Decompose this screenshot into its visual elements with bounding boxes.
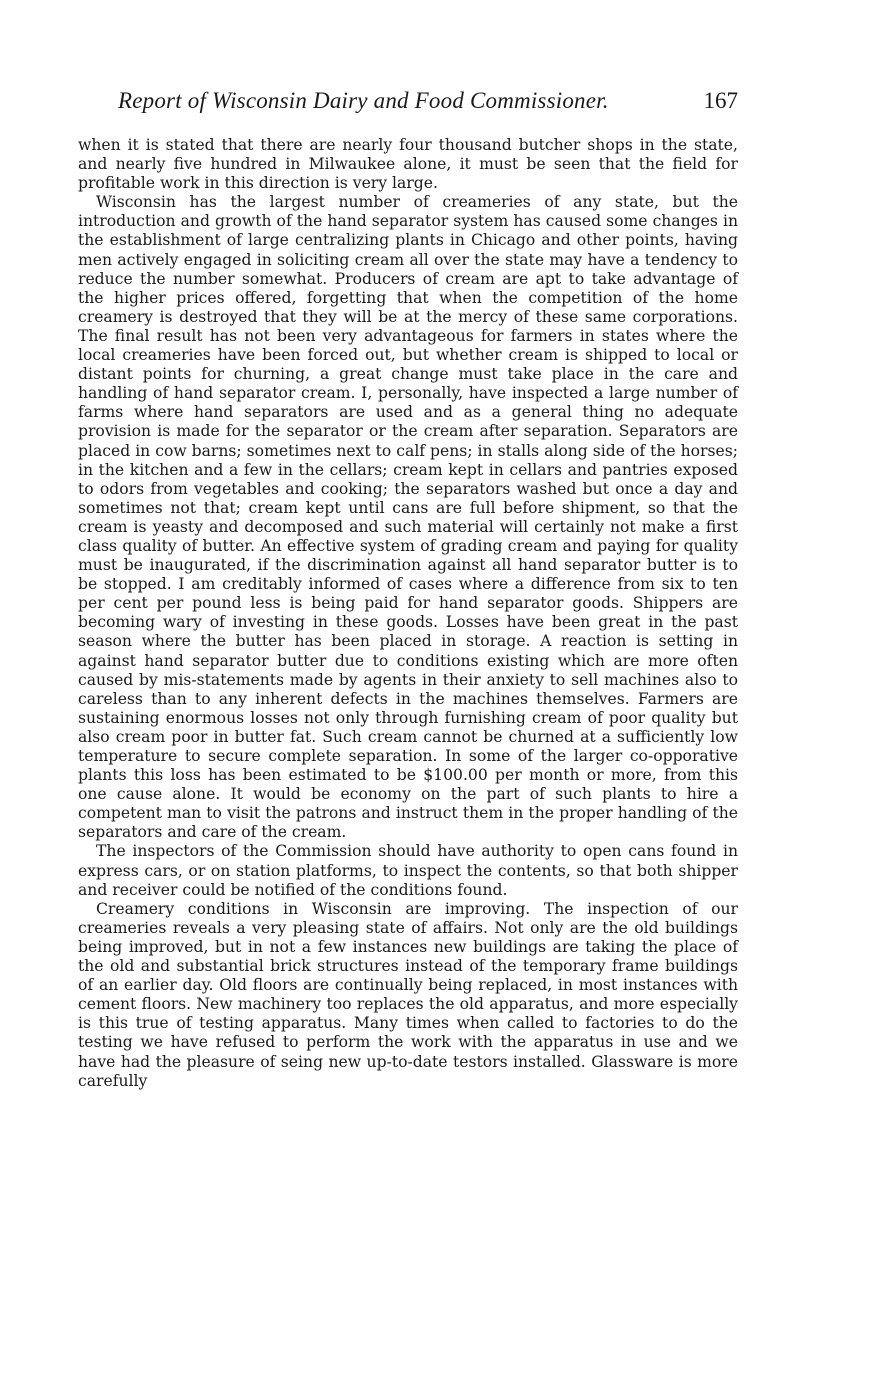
paragraph-creameries: Wisconsin has the largest number of creameries of any state, but the introduction and growth of the hand separator system has caused some changes in the establishment of large centralizing plants in Chicago and other points, having men actively engaged in soliciting cream all over the state may have a tendency to reduce the number somewhat. Producers of cream are apt to take advantage of the higher prices offered, forgetting that when the competition of the home creamery is destroyed that they will be at the mercy of these same corporations. The final result has not been very advantageous for farmers in states where the local creameries have been forced out, but whether cream is shipped to local or distant points for churning, a great change must take place in the care and handling of hand separator cream. I, personally, have inspected a large number of farms where hand separators are used and as a general thing no adequate provision is made for the separator or the cream after separation. Separators are placed in cow barns; sometimes next to calf pens; in stalls along side of the horses; in the kitchen and a few in the cellars; cream kept in cellars and pantries exposed to odors from vegetables and cooking; the separators washed but once a day and sometimes not that; cream kept until cans are full before shipment, so that the cream is yeasty and decomposed and such material will certainly not make a first class quality of butter. An effective system of grading cream and paying for quality must be inaugurated, if the discrimination against all hand separator butter is to be stopped. I am creditably informed of cases where a difference from six to ten per cent per pound less is being paid for hand separator goods. Shippers are becoming wary of investing in these goods. Losses have been great in the past season where the butter has been placed in storage. A reaction is setting in against hand separator butter due to conditions existing which are more often caused by mis-statements made by agents in their anxiety to sell machines also to careless than to any inherent defects in the machines themselves. Farmers are sustaining enormous losses not only through furnishing cream of poor quality but also cream poor in butter fat. Such cream cannot be churned at a sufficiently low temperature to secure complete separation. In some of the larger co-opporative plants this loss has been estimated to be $100.00 per month or more, from this one cause alone. It would be economy on the part of such plants to hire a competent man to visit the patrons and instruct them in the proper handling of the separators and care of the cream. <box>78 193 738 842</box>
running-title: Report of Wisconsin Dairy and Food Commissioner. <box>118 88 609 113</box>
document-page <box>78 88 738 1091</box>
paragraph-inspectors: The inspectors of the Commission should have authority to open cans found in express cars, or on station platforms, to inspect the contents, so that both shipper and receiver could be notified of the conditions found. <box>78 842 738 899</box>
running-header <box>78 88 738 118</box>
body-text <box>78 136 738 1091</box>
paragraph-continuation: when it is stated that there are nearly four thousand butcher shops in the state, and nearly five hundred in Milwaukee alone, it must be seen that the field for profitable work in this direction is very large. <box>78 136 738 193</box>
paragraph-creamery-conditions: Creamery conditions in Wisconsin are improving. The inspection of our creameries reveals a very pleasing state of affairs. Not only are the old buildings being improved, but in not a few instances new buildings are taking the place of the old and substantial brick structures instead of the temporary frame buildings of an earlier day. Old floors are continually being replaced, in most instances with cement floors. New machinery too replaces the old apparatus, and more especially is this true of testing apparatus. Many times when called to factories to do the testing we have refused to perform the work with the apparatus in use and we have had the pleasure of seing new up-to-date testors installed. Glassware is more carefully <box>78 899 738 1090</box>
page-number: 167 <box>703 88 738 113</box>
